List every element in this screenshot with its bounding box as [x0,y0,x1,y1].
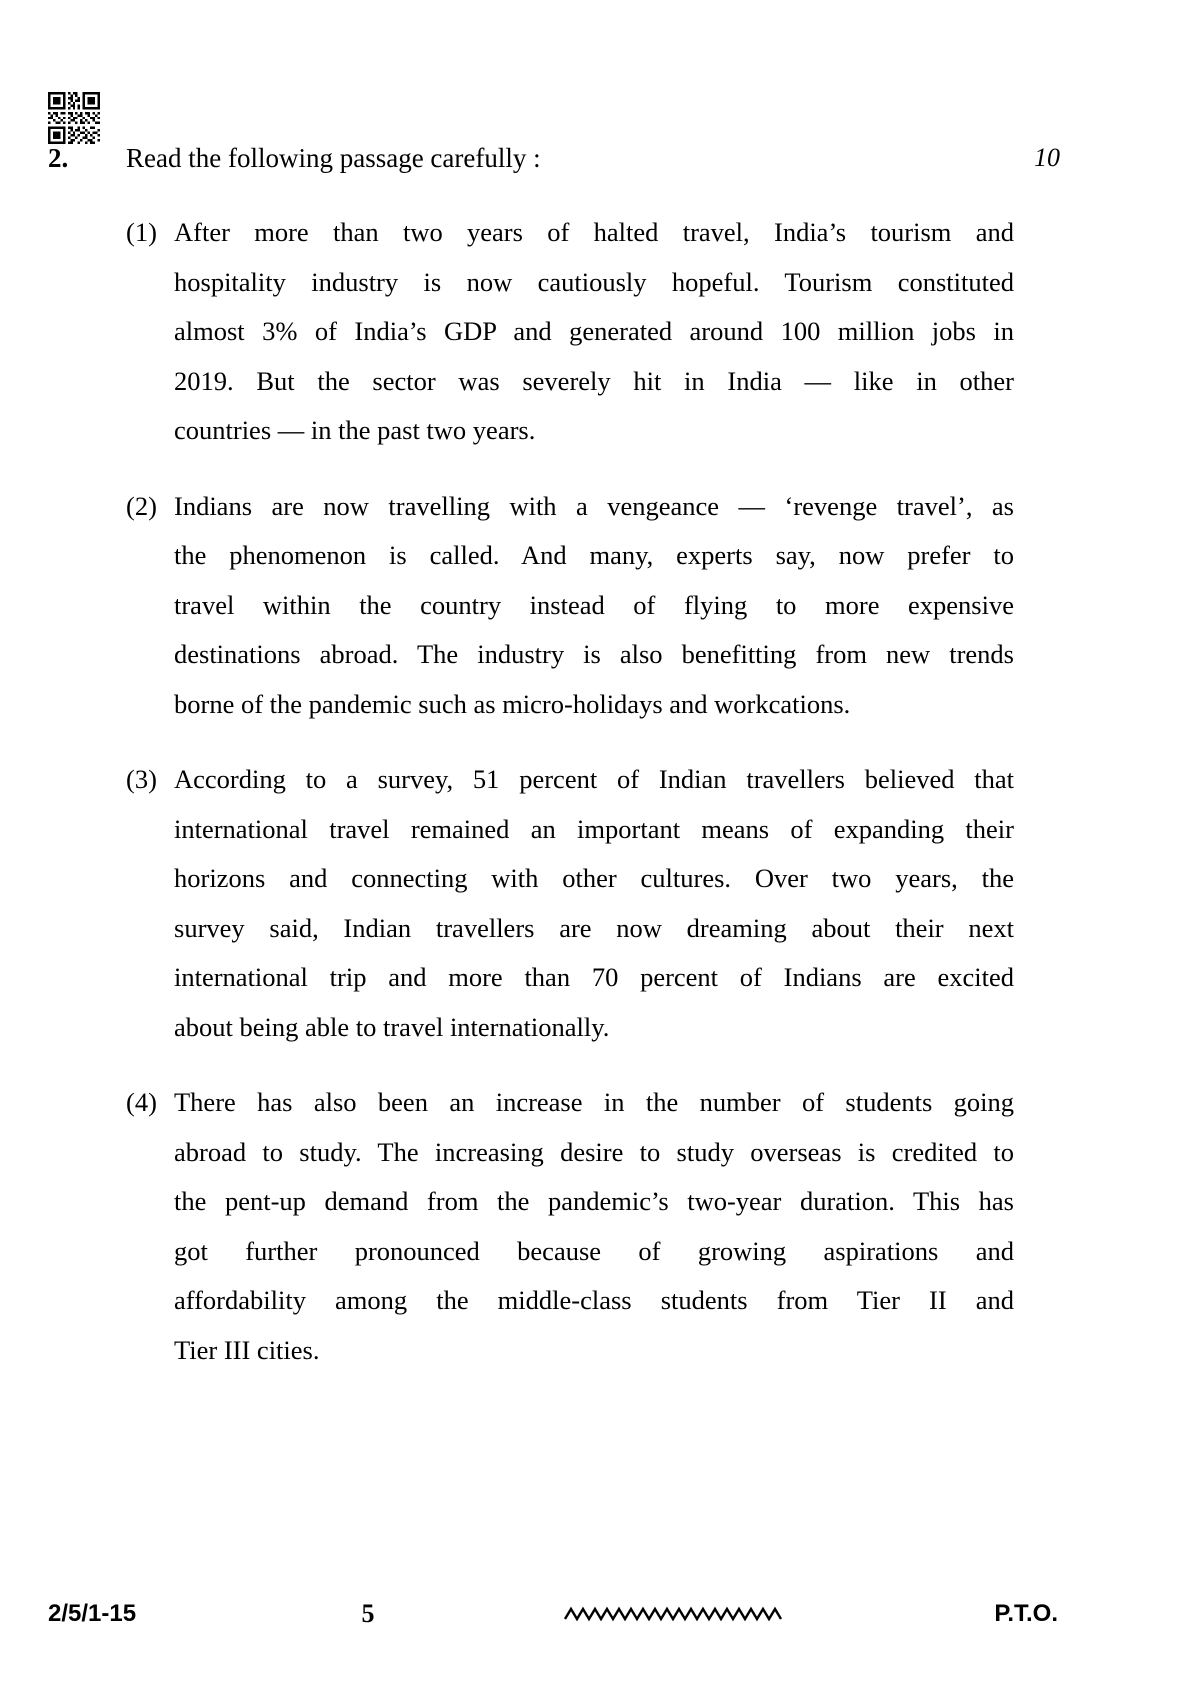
passage-paragraph [126,755,1014,1052]
paragraph-line: international travel remained an important means of expanding their [174,813,1014,844]
paper-code: 2/5/1-15 [48,1600,137,1627]
paragraph-text [174,755,1014,1052]
paragraph-line: almost 3% of India’s GDP and generated around 100 million jobs in [174,316,1014,346]
passage-paragraph [126,482,1014,730]
paragraph-number: (1) [126,217,157,247]
paragraph-line: abroad to study. The increasing desire to study overseas is credited to [174,1136,1014,1167]
paragraph-line: horizons and connecting with other cultures. Over two years, the [174,863,1014,893]
passage-paragraph [126,208,1014,456]
paragraph-line: Tier III cities. [174,1334,320,1365]
paragraph-line: There has also been an increase in the number of students going [174,1087,1014,1117]
paragraph-number: (4) [126,1087,157,1117]
paragraph-line: survey said, Indian travellers are now dreaming about their next [174,912,1014,943]
zigzag-rule-icon [458,1602,908,1626]
paragraph-line: borne of the pandemic such as micro-holidays and workcations. [174,688,851,719]
question-header [48,138,1060,178]
turn-over-label: P.T.O. [994,1600,1058,1627]
paragraph-text [174,208,1014,456]
question-marks: 10 [1034,143,1060,172]
passage-body [126,208,1014,1401]
paragraph-line: about being able to travel internationally. [174,1011,610,1042]
paragraph-text [174,482,1014,730]
question-instruction: Read the following passage carefully : [126,143,541,173]
paragraph-line: the pent-up demand from the pandemic’s two-year duration. This has [174,1186,1014,1216]
paragraph-line: hospitality industry is now cautiously hopeful. Tourism constituted [174,266,1014,297]
qr-code-icon [48,92,100,144]
paragraph-line: destinations abroad. The industry is also benefitting from new trends [174,639,1014,669]
paragraph-line: Indians are now travelling with a vengeance — ‘revenge travel’, as [174,490,1014,521]
paragraph-line: countries — in the past two years. [174,415,536,445]
passage-paragraph [126,1078,1014,1375]
paragraph-line: got further pronounced because of growing aspirations and [174,1235,1014,1266]
paragraph-line: 2019. But the sector was severely hit in India — like in other [174,365,1014,396]
paragraph-line: international trip and more than 70 percent of Indians are excited [174,962,1014,992]
paragraph-line: the phenomenon is called. And many, experts say, now prefer to [174,540,1014,570]
paragraph-text [174,1078,1014,1375]
paragraph-line: According to a survey, 51 percent of Indian travellers believed that [174,764,1014,794]
paragraph-number: (2) [126,490,157,521]
page-number: 5 [361,1599,375,1628]
paragraph-number: (3) [126,764,157,794]
question-number: 2. [48,143,69,173]
page-footer [48,1599,1058,1629]
paragraph-line: affordability among the middle-class students from Tier II and [174,1285,1014,1315]
paragraph-line: After more than two years of halted travel, India’s tourism and [174,217,1014,247]
paragraph-line: travel within the country instead of flying to more expensive [174,589,1014,620]
